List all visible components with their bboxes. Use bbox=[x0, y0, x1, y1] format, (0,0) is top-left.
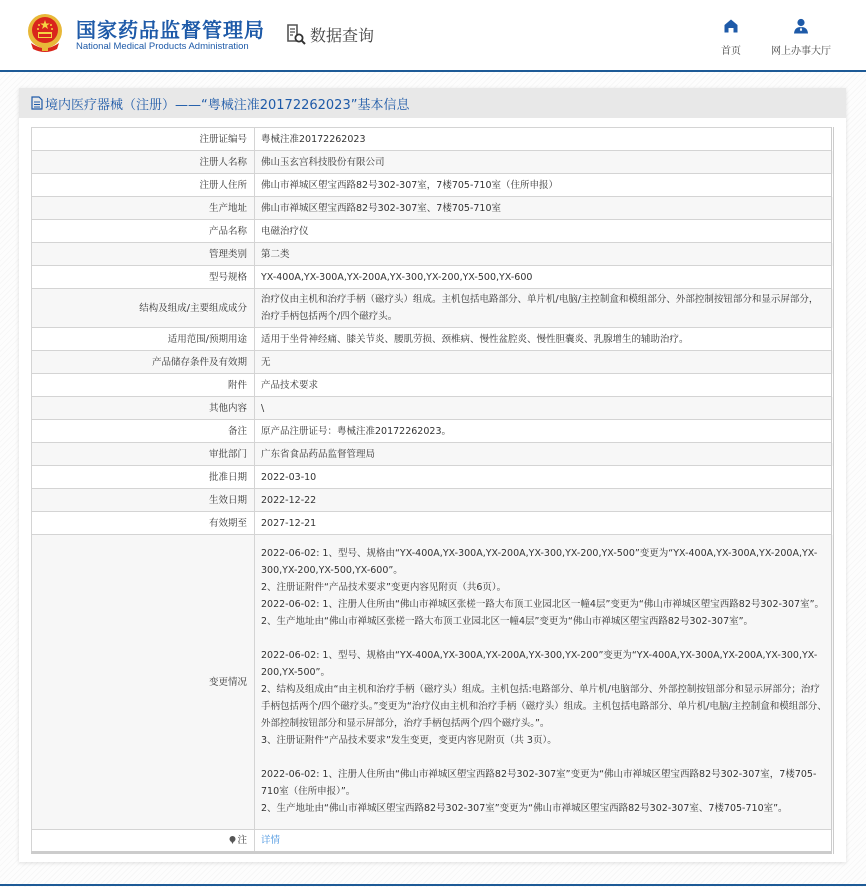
note-label-cell bbox=[32, 830, 255, 853]
data-query-label: 数据查询 bbox=[310, 25, 375, 45]
data-query-title[interactable] bbox=[285, 22, 374, 46]
change-line: 2022-06-02: 1、型号、规格由“YX-400A,YX-300A,YX-200A,YX-300,YX-200”变更为“YX-400A,YX-300A,YX-200A,YX-300,YX-200,YX-500”。 bbox=[261, 650, 818, 678]
home-icon bbox=[723, 18, 739, 34]
table-row bbox=[32, 512, 833, 535]
row-value: 电磁治疗仪 bbox=[255, 220, 833, 243]
row-value: 无 bbox=[255, 351, 833, 374]
change-line: 2、注册证附件“产品技术要求”变更内容见附页（共6页）。 bbox=[261, 582, 507, 593]
row-label: 产品储存条件及有效期 bbox=[32, 351, 255, 374]
note-row bbox=[32, 830, 833, 853]
table-row bbox=[32, 289, 833, 328]
detail-panel bbox=[19, 88, 846, 862]
row-value: YX-400A,YX-300A,YX-200A,YX-300,YX-200,YX-500,YX-600 bbox=[255, 266, 833, 289]
change-line: 2、生产地址由“佛山市禅城区塱宝西路82号302-307室”变更为“佛山市禅城区塱宝西路82号302-307室、7楼705-710室”。 bbox=[261, 803, 788, 814]
table-row bbox=[32, 266, 833, 289]
row-value: 佛山玉玄宫科技股份有限公司 bbox=[255, 151, 833, 174]
change-history-row bbox=[32, 535, 833, 830]
row-label: 生产地址 bbox=[32, 197, 255, 220]
change-line: 2022-06-02: 1、注册人住所由“佛山市禅城区张槎一路大布顶工业园北区一幢4层”变更为“佛山市禅城区塱宝西路82号302-307室”。 bbox=[261, 599, 824, 610]
nav-home[interactable] bbox=[712, 18, 750, 57]
change-line: 2、生产地址由“佛山市禅城区张槎一路大布顶工业园北区一幢4层”变更为“佛山市禅城区塱宝西路82号302-307室”。 bbox=[261, 616, 754, 627]
row-value: \ bbox=[255, 397, 833, 420]
user-icon bbox=[793, 18, 809, 34]
row-value: 佛山市禅城区塱宝西路82号302-307室、7楼705-710室 bbox=[255, 197, 833, 220]
table-row bbox=[32, 466, 833, 489]
table-row bbox=[32, 328, 833, 351]
row-label: 管理类别 bbox=[32, 243, 255, 266]
spacer bbox=[261, 749, 827, 766]
row-value: 粤械注准20172262023 bbox=[255, 128, 833, 151]
row-label: 其他内容 bbox=[32, 397, 255, 420]
row-label: 结构及组成/主要组成成分 bbox=[32, 289, 255, 328]
row-label: 变更情况 bbox=[32, 535, 255, 830]
table-row bbox=[32, 397, 833, 420]
site-logo-title[interactable]: 国家药品监督管理局 bbox=[76, 18, 265, 42]
site-logo-subtitle: National Medical Products Administration bbox=[76, 41, 249, 52]
table-row bbox=[32, 197, 833, 220]
table-row bbox=[32, 420, 833, 443]
table-row bbox=[32, 128, 833, 151]
pin-icon bbox=[229, 836, 236, 844]
row-value: 治疗仪由主机和治疗手柄（磁疗头）组成。主机包括电路部分、单片机/电脑/主控制盒和模组部分、外部控制按钮部分和显示屏部分，治疗手柄包括两个/四个磁疗头。 bbox=[255, 289, 833, 328]
row-label: 备注 bbox=[32, 420, 255, 443]
panel-title: 境内医疗器械（注册）——“粤械注准20172262023”基本信息 bbox=[45, 97, 410, 113]
table-row bbox=[32, 351, 833, 374]
device-info-table bbox=[31, 127, 834, 854]
change-history-value bbox=[255, 535, 833, 830]
table-row bbox=[32, 489, 833, 512]
national-emblem-icon bbox=[27, 13, 63, 53]
row-value: 广东省食品药品监督管理局 bbox=[255, 443, 833, 466]
nav-home-label: 首页 bbox=[721, 46, 741, 57]
row-label: 审批部门 bbox=[32, 443, 255, 466]
note-value-cell bbox=[255, 830, 833, 853]
row-label: 有效期至 bbox=[32, 512, 255, 535]
nav-hall-label: 网上办事大厅 bbox=[771, 46, 831, 57]
row-value: 佛山市禅城区塱宝西路82号302-307室，7楼705-710室（住所申报） bbox=[255, 174, 833, 197]
row-value: 2027-12-21 bbox=[255, 512, 833, 535]
row-label: 生效日期 bbox=[32, 489, 255, 512]
change-line: 3、注册证附件“产品技术要求”发生变更，变更内容见附页（共 3页）。 bbox=[261, 735, 557, 746]
row-label: 批准日期 bbox=[32, 466, 255, 489]
table-row bbox=[32, 151, 833, 174]
row-label: 产品名称 bbox=[32, 220, 255, 243]
table-row bbox=[32, 374, 833, 397]
panel-title-bar bbox=[19, 88, 846, 118]
row-value: 原产品注册证号：粤械注准20172262023。 bbox=[255, 420, 833, 443]
row-value: 适用于坐骨神经痛、膝关节炎、腰肌劳损、颈椎病、慢性盆腔炎、慢性胆囊炎、乳腺增生的辅助治疗。 bbox=[255, 328, 833, 351]
table-row bbox=[32, 174, 833, 197]
row-label: 注册证编号 bbox=[32, 128, 255, 151]
nav-online-service-hall[interactable] bbox=[765, 18, 837, 57]
row-value: 2022-12-22 bbox=[255, 489, 833, 512]
document-icon bbox=[31, 96, 43, 110]
site-header bbox=[0, 0, 866, 72]
note-label: 注 bbox=[237, 835, 247, 846]
change-line: 2、结构及组成由“由主机和治疗手柄（磁疗头）组成。主机包括:电路部分、单片机/电脑部分、外部控制按钮部分和显示屏部分；治疗手柄包括两个/四个磁疗头。”变更为“治疗仪由主机和治疗手柄（磁疗头）组成。主机包括电路部分、单片机/电脑/主控制盒和模组部分、外部控制按钮部分和显示屏部分，治疗手柄包括两个/四个磁疗头。”。 bbox=[261, 684, 827, 729]
row-label: 附件 bbox=[32, 374, 255, 397]
row-label: 型号规格 bbox=[32, 266, 255, 289]
spacer bbox=[261, 630, 827, 647]
document-search-icon bbox=[285, 23, 307, 45]
row-label: 注册人名称 bbox=[32, 151, 255, 174]
row-value: 产品技术要求 bbox=[255, 374, 833, 397]
row-label: 注册人住所 bbox=[32, 174, 255, 197]
details-link[interactable]: 详情 bbox=[261, 835, 281, 846]
row-label: 适用范围/预期用途 bbox=[32, 328, 255, 351]
change-line: 2022-06-02: 1、型号、规格由“YX-400A,YX-300A,YX-200A,YX-300,YX-200,YX-500”变更为“YX-400A,YX-300A,YX-200A,YX-300,YX-200,YX-500,YX-600”。 bbox=[261, 548, 818, 576]
footer-divider bbox=[0, 884, 866, 886]
table-row bbox=[32, 220, 833, 243]
change-line: 2022-06-02: 1、注册人住所由“佛山市禅城区塱宝西路82号302-307室”变更为“佛山市禅城区塱宝西路82号302-307室，7楼705-710室（住所申报）”。 bbox=[261, 769, 817, 797]
row-value: 2022-03-10 bbox=[255, 466, 833, 489]
table-row bbox=[32, 443, 833, 466]
row-value: 第二类 bbox=[255, 243, 833, 266]
table-row bbox=[32, 243, 833, 266]
